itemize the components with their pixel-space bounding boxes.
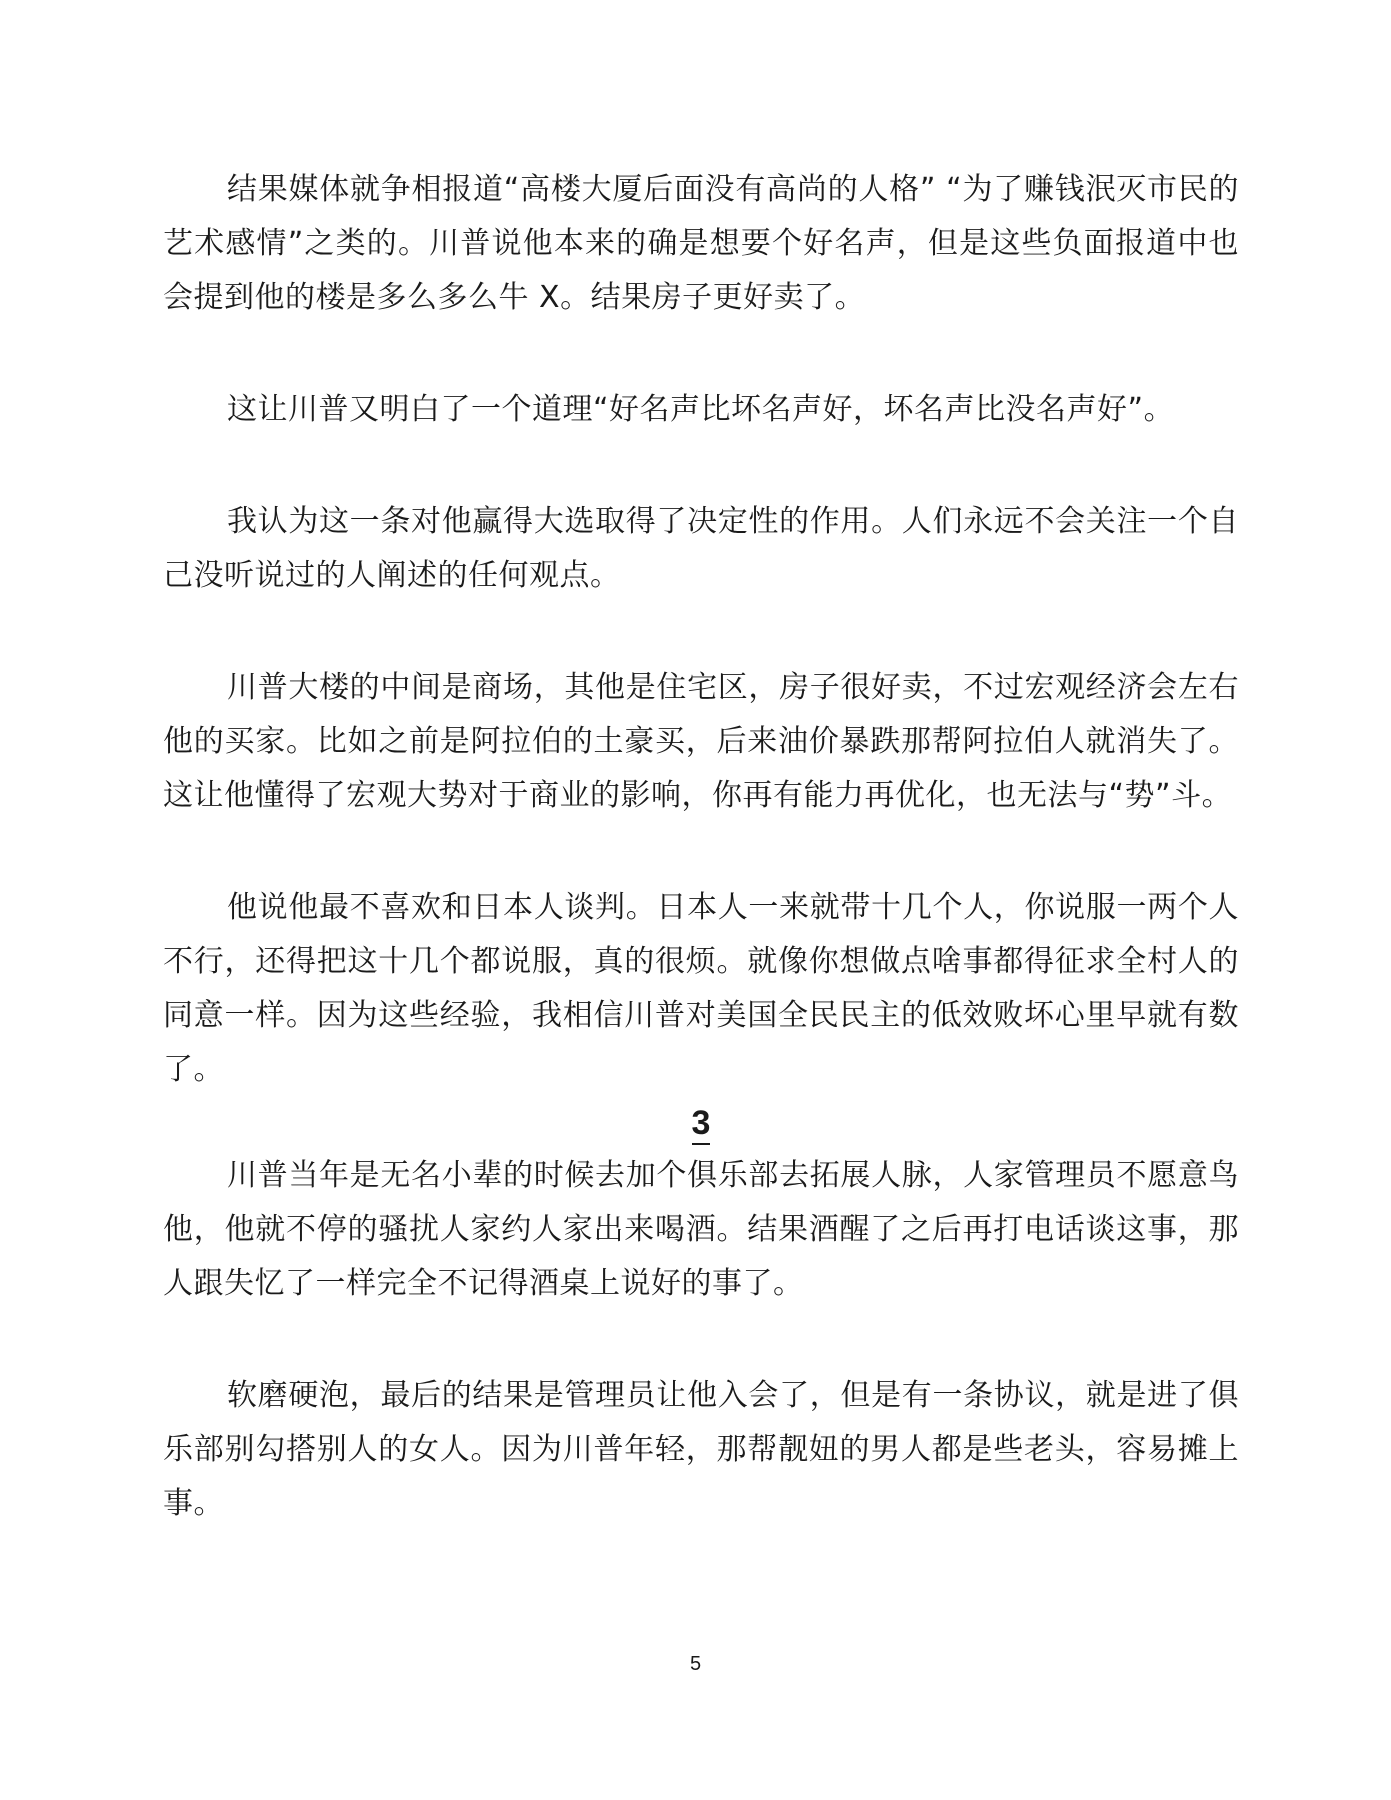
paragraph-spacer	[163, 603, 1239, 661]
page-body	[163, 163, 1239, 1531]
paragraph-election-impact: 我认为这一条对他赢得大选取得了决定性的作用。人们永远不会关注一个自己没听说过的人阐述的任何观点。	[163, 504, 1239, 593]
paragraph-spacer	[163, 437, 1239, 495]
paragraph-reputation-lesson: 这让川普又明白了一个道理“好名声比坏名声好，坏名声比没名声好”。	[227, 392, 1175, 427]
paragraph-club-agreement: 软磨硬泡，最后的结果是管理员让他入会了，但是有一条协议，就是进了俱乐部别勾搭别人的女人。因为川普年轻，那帮靓妞的男人都是些老头，容易摊上事。	[163, 1378, 1239, 1521]
paragraph-trump-tower: 川普大楼的中间是商场，其他是住宅区，房子很好卖，不过宏观经济会左右他的买家。比如之前是阿拉伯的土豪买，后来油价暴跌那帮阿拉伯人就消失了。这让他懂得了宏观大势对于商业的影响，你再有能力再优化，也无法与“势”斗。	[163, 670, 1239, 813]
paragraph-club-membership: 川普当年是无名小辈的时候去加个俱乐部去拓展人脉，人家管理员不愿意鸟他，他就不停的骚扰人家约人家出来喝酒。结果酒醒了之后再打电话谈这事，那人跟失忆了一样完全不记得酒桌上说好的事了。	[163, 1158, 1239, 1301]
paragraph-spacer	[163, 1311, 1239, 1369]
section-heading	[163, 1097, 1239, 1149]
paragraph-japanese-negotiation: 他说他最不喜欢和日本人谈判。日本人一来就带十几个人，你说服一两个人不行，还得把这十几个都说服，真的很烦。就像你想做点啥事都得征求全村人的同意一样。因为这些经验，我相信川普对美国全民民主的低效败坏心里早就有数了。	[163, 890, 1239, 1087]
paragraph-spacer	[163, 823, 1239, 881]
section-number: 3	[692, 1104, 711, 1145]
page-number: 5	[689, 1653, 702, 1675]
paragraph-spacer	[163, 325, 1239, 383]
paragraph-media-reports: 结果媒体就争相报道“高楼大厦后面没有高尚的人格” “为了赚钱泯灭市民的艺术感情”之类的。川普说他本来的确是想要个好名声，但是这些负面报道中也会提到他的楼是多么多么牛 X。结果房子更好卖了。	[163, 172, 1239, 315]
